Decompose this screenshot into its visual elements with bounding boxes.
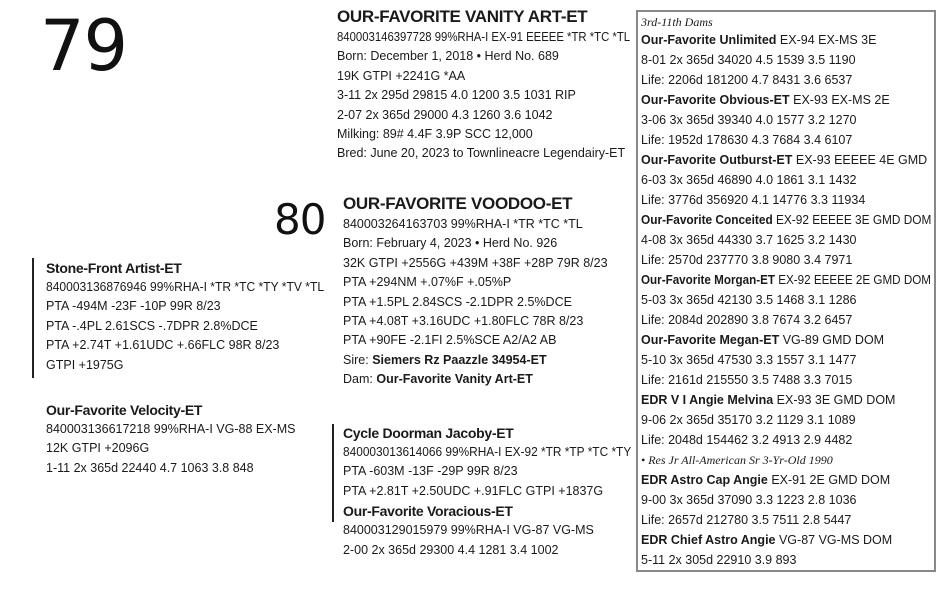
dam-record: 5-11 2x 305d 22910 3.9 893 — [641, 553, 797, 567]
dam-life: Life: 2084d 202890 3.8 7674 3.2 6457 — [641, 313, 853, 327]
lot80-line: PTA +294NM +.07%F +.05%P — [343, 275, 512, 290]
dam-name: Our-Favorite Conceited — [641, 213, 773, 227]
dam-class: EX-93 3E GMD DOM — [773, 393, 896, 407]
dam-entry-name — [641, 330, 934, 350]
dam-class: VG-89 GMD DOM — [779, 333, 885, 347]
lot79-line: 2-07 2x 365d 29000 4.3 1260 3.6 1042 — [337, 107, 553, 122]
lot80-line: 32K GTPI +2556G +439M +38F +28P 79R 8/23 — [343, 255, 608, 270]
sire-side-dam-line: 840003136617218 99%RHA-I VG-88 EX-MS — [46, 422, 296, 436]
lot-number-79: 79 — [40, 5, 128, 87]
dam-class: VG-87 VG-MS DOM — [775, 533, 893, 547]
dam-record: 9-06 2x 365d 35170 3.2 1129 3.1 1089 — [641, 413, 856, 427]
dam-entry-name — [641, 210, 932, 230]
dam-life: Life: 1952d 178630 4.3 7684 3.4 6107 — [641, 133, 853, 147]
lot79-line: 3-11 2x 295d 29815 4.0 1200 3.5 1031 RIP — [337, 88, 576, 103]
dam-entry-name — [641, 390, 934, 410]
middle-sire-line: 840003013614066 99%RHA-I EX-92 *TR *TP *TC *TY — [343, 445, 632, 459]
dam-name: Our-Favorite Obvious-ET — [641, 93, 790, 107]
dam-class: EX-92 EEEEE 3E GMD DOM — [772, 213, 932, 227]
dam-class: EX-94 EX-MS 3E — [776, 33, 877, 47]
sire-label: Sire: — [343, 352, 369, 367]
sire-side-dam-line: 1-11 2x 365d 22440 4.7 1063 3.8 848 — [46, 460, 254, 475]
lot80-line: Born: February 4, 2023 • Herd No. 926 — [343, 236, 558, 251]
dam-name: Our-Favorite Vanity Art-ET — [376, 372, 533, 387]
middle-dam-name: Our-Favorite Voracious-ET — [343, 503, 513, 520]
middle-dam-line: 840003129015979 99%RHA-I VG-87 VG-MS — [343, 523, 594, 538]
dam-award-note: • Res Jr All-American Sr 3-Yr-Old 1990 — [641, 453, 833, 467]
dam-class: EX-93 EX-MS 2E — [789, 93, 890, 107]
middle-pedigree-block — [343, 423, 633, 560]
dam-record: 4-08 3x 365d 44330 3.7 1625 3.2 1430 — [641, 233, 857, 247]
sire-side-line: PTA +2.74T +1.61UDC +.66FLC 98R 8/23 — [46, 338, 280, 353]
dam-class: EX-93 EEEEE 4E GMD — [792, 153, 928, 167]
dam-life: Life: 2570d 237770 3.8 9080 3.4 7971 — [641, 253, 853, 267]
dam-life: Life: 2657d 212780 3.5 7511 2.8 5447 — [641, 513, 852, 527]
dam-record: 6-03 3x 365d 46890 4.0 1861 3.1 1432 — [641, 173, 857, 187]
dam-entry-name — [641, 90, 934, 110]
sire-side-line: PTA -494M -23F -10P 99R 8/23 — [46, 299, 221, 314]
dam-name: EDR Chief Astro Angie — [641, 533, 776, 547]
dam-life: Life: 2206d 181200 4.7 8431 3.6 6537 — [641, 73, 853, 87]
middle-sire-name: Cycle Doorman Jacoby-ET — [343, 425, 514, 441]
dam-entry-name — [641, 530, 934, 550]
dam-entry-name — [641, 30, 934, 50]
lot-number-80: 80 — [274, 195, 326, 244]
dam-entry-name — [641, 150, 934, 170]
left-pedigree-bar — [32, 258, 34, 378]
lot80-line: 840003264163703 99%RHA-I *TR *TC *TL — [343, 217, 583, 231]
middle-dam-line: 2-00 2x 365d 29300 4.4 1281 3.4 1002 — [343, 542, 559, 557]
dam-name: Our-Favorite Outburst-ET — [641, 153, 793, 167]
middle-sire-line: PTA +2.81T +2.50UDC +.91FLC GTPI +1837G — [343, 483, 604, 498]
sire-side-sire-name: Stone-Front Artist-ET — [46, 260, 182, 276]
dam-entry-name — [641, 270, 932, 290]
lot80-line: PTA +90FE -2.1FI 2.5%SCE A2/A2 AB — [343, 333, 557, 348]
dam-record: 5-03 3x 365d 42130 3.5 1468 3.1 1286 — [641, 293, 857, 307]
middle-sire-line: PTA -603M -13F -29P 99R 8/23 — [343, 464, 518, 479]
dam-class: EX-91 2E GMD DOM — [767, 473, 891, 487]
lot79-line: Bred: June 20, 2023 to Townlineacre Legendairy-ET — [337, 146, 626, 161]
middle-pedigree-bar — [332, 424, 334, 522]
sire-side-line: PTA -.4PL 2.61SCS -.7DPR 2.8%DCE — [46, 318, 258, 333]
lot80-dam-line — [343, 370, 633, 389]
dams-box-heading: 3rd-11th Dams — [641, 15, 713, 29]
lot79-block — [337, 6, 632, 164]
sire-side-dam-line: 12K GTPI +2096G — [46, 441, 150, 456]
dam-life: Life: 2048d 154462 3.2 4913 2.9 4482 — [641, 433, 853, 447]
dams-box — [636, 10, 936, 572]
lot80-block — [343, 193, 633, 390]
lot80-sire-line — [343, 351, 633, 370]
dam-record: 9-00 3x 365d 37090 3.3 1223 2.8 1036 — [641, 493, 857, 507]
lot80-name: OUR-FAVORITE VOODOO-ET — [343, 194, 573, 213]
dam-name: Our-Favorite Morgan-ET — [641, 273, 775, 287]
sire-side-dam-block — [46, 400, 326, 478]
dams-box-inner — [638, 12, 934, 570]
dam-entry-name — [641, 470, 934, 490]
dam-name: Our-Favorite Megan-ET — [641, 333, 780, 347]
lot80-line: PTA +1.5PL 2.84SCS -2.1DPR 2.5%DCE — [343, 294, 572, 309]
dam-record: 5-10 3x 365d 47530 3.3 1557 3.1 1477 — [641, 353, 857, 367]
lot79-line: 840003146397728 99%RHA-I EX-91 EEEEE *TR *TC *TL — [337, 30, 631, 44]
sire-name: Siemers Rz Paazzle 34954-ET — [372, 352, 547, 367]
dam-name: EDR Astro Cap Angie — [641, 473, 768, 487]
sire-side-line: GTPI +1975G — [46, 357, 124, 372]
lot80-line: PTA +4.08T +3.16UDC +1.80FLC 78R 8/23 — [343, 314, 584, 329]
dam-record: 8-01 2x 365d 34020 4.5 1539 3.5 1190 — [641, 53, 856, 67]
lot79-line: Milking: 89# 4.4F 3.9P SCC 12,000 — [337, 127, 533, 142]
dam-name: EDR V I Angie Melvina — [641, 393, 774, 407]
lot79-line: Born: December 1, 2018 • Herd No. 689 — [337, 49, 559, 64]
dam-class: EX-92 EEEEE 2E GMD DOM — [774, 273, 932, 287]
sire-side-dam-name: Our-Favorite Velocity-ET — [46, 402, 203, 418]
lot79-name: OUR-FAVORITE VANITY ART-ET — [337, 7, 588, 26]
dam-label: Dam: — [343, 372, 373, 387]
lot79-line: 19K GTPI +2241G *AA — [337, 68, 466, 83]
dam-life: Life: 2161d 215550 3.5 7488 3.3 7015 — [641, 373, 853, 387]
sire-side-block — [46, 258, 326, 375]
dam-life: Life: 3776d 356920 4.1 14776 3.3 11934 — [641, 193, 866, 207]
dam-record: 3-06 3x 365d 39340 4.0 1577 3.2 1270 — [641, 113, 857, 127]
sire-side-line: 840003136876946 99%RHA-I *TR *TC *TY *TV *TL — [46, 280, 325, 294]
dam-name: Our-Favorite Unlimited — [641, 33, 777, 47]
